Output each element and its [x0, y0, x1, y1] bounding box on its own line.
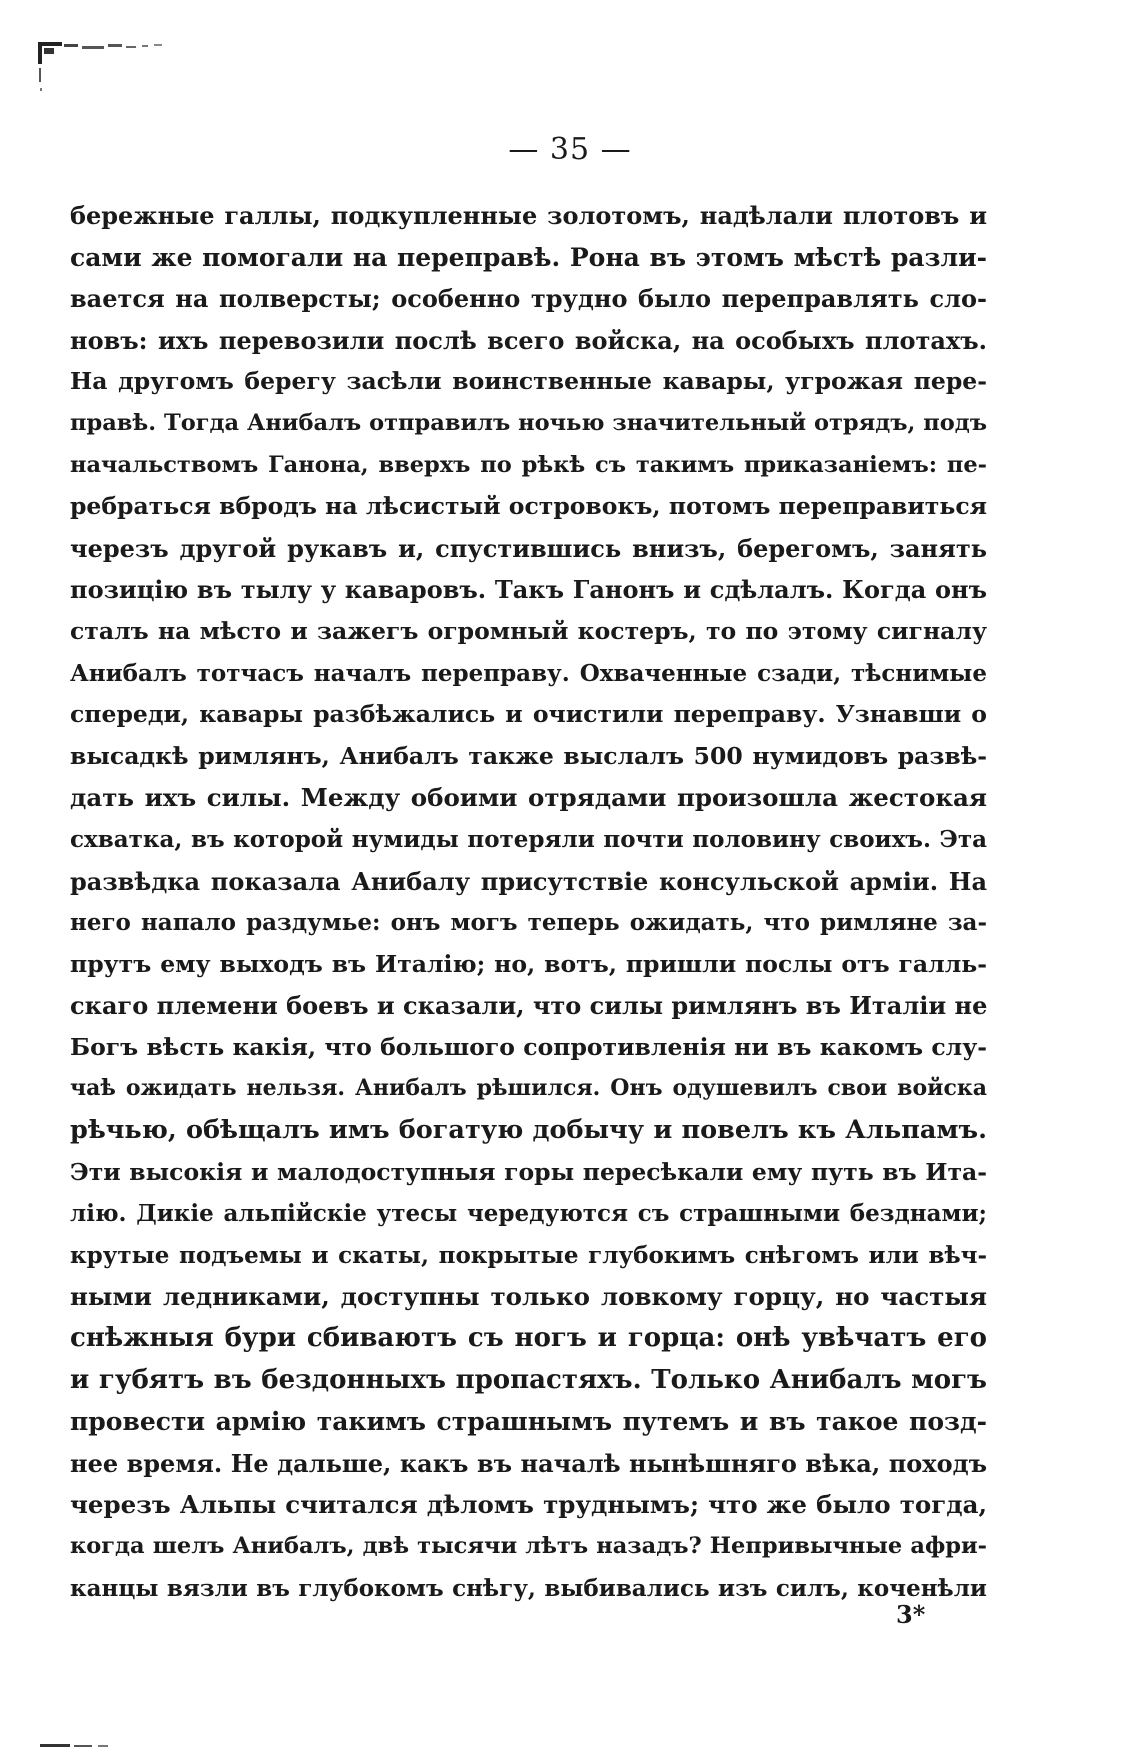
text-line: когда шелъ Анибалъ, двѣ тысячи лѣтъ назадъ? Непривычные афри- — [70, 1533, 987, 1559]
page-number: — 35 — — [508, 132, 632, 167]
text-line: черезъ Альпы считался дѣломъ труднымъ; что же было тогда, — [70, 1490, 987, 1520]
scan-artifact-mark — [40, 1738, 170, 1752]
text-line: схватка, въ которой нумиды потеряли почти половину своихъ. Эта — [70, 825, 987, 853]
text-line: бережные галлы, подкупленные золотомъ, надѣлали плотовъ и — [70, 201, 987, 230]
text-line: чаѣ ожидать нельзя. Анибалъ рѣшился. Онъ одушевилъ свои войска — [70, 1075, 987, 1102]
text-line: сталъ на мѣсто и зажегъ огромный костеръ, то по этому сигналу — [70, 616, 987, 645]
text-line: спереди, кавары разбѣжались и очистили переправу. Узнавши о — [70, 700, 987, 729]
text-line: и губятъ въ бездонныхъ пропастяхъ. Только Анибалъ могъ — [70, 1364, 987, 1395]
text-line: На другомъ берегу засѣли воинственные кавары, угрожая пере- — [70, 367, 987, 396]
text-line: начальствомъ Ганона, вверхъ по рѣкѣ съ такимъ приказаніемъ: пе- — [70, 451, 987, 478]
text-line: высадкѣ римлянъ, Анибалъ также выслалъ 500 нумидовъ развѣ- — [70, 741, 987, 770]
text-line: провести армію такимъ страшнымъ путемъ и въ такое позд- — [70, 1407, 987, 1437]
text-line: позицію въ тылу у каваровъ. Такъ Ганонъ и сдѣлалъ. Когда онъ — [70, 575, 987, 605]
text-line: канцы вязли въ глубокомъ снѣгу, выбивались изъ силъ, коченѣли — [70, 1574, 987, 1602]
scan-artifact-mark — [38, 36, 188, 106]
text-line: Эти высокія и малодоступныя горы пересѣкали ему путь въ Ита- — [70, 1157, 987, 1186]
text-line: черезъ другой рукавъ и, спустившись внизъ, берегомъ, занять — [70, 533, 987, 563]
text-line: нее время. Не дальше, какъ въ началѣ нынѣшняго вѣка, походъ — [70, 1448, 987, 1478]
signature-mark: 3* — [896, 1600, 926, 1629]
text-line: рѣчью, обѣщалъ имъ богатую добычу и повелъ къ Альпамъ. — [70, 1115, 987, 1146]
text-line: лію. Дикіе альпійскіе утесы чередуются съ страшными безднами; — [70, 1200, 987, 1228]
text-line: скаго племени боевъ и сказали, что силы римлянъ въ Италіи не — [70, 991, 988, 1021]
text-line: ребраться вбродъ на лѣсистый островокъ, потомъ переправиться — [70, 492, 987, 521]
text-line: вается на полверсты; особенно трудно было переправлять сло- — [70, 284, 987, 314]
body-text — [70, 195, 987, 1609]
text-line: него напало раздумье: онъ могъ теперь ожидать, что римляне за- — [70, 909, 987, 937]
text-line: Анибалъ тотчасъ началъ переправу. Охваченные сзади, тѣснимые — [70, 659, 987, 687]
text-line: снѣжныя бури сбиваютъ съ ногъ и горца: онѣ увѣчатъ его — [70, 1323, 987, 1354]
text-line: дать ихъ силы. Между обоими отрядами произошла жестокая — [70, 783, 987, 813]
text-line: сами же помогали на переправѣ. Рона въ этомъ мѣстѣ разли- — [70, 242, 987, 272]
text-line: новъ: ихъ перевозили послѣ всего войска, на особыхъ плотахъ. — [70, 325, 987, 355]
text-line: крутые подъемы и скаты, покрытые глубокимъ снѣгомъ или вѣч- — [70, 1241, 987, 1269]
text-line: Богъ вѣсть какія, что большого сопротивленія ни въ какомъ слу- — [70, 1032, 987, 1061]
text-line: прутъ ему выходъ въ Италію; но, вотъ, пришли послы отъ галль- — [70, 949, 987, 978]
text-line: развѣдка показала Анибалу присутствіе консульской арміи. На — [70, 866, 987, 896]
text-line: ными ледниками, доступны только ловкому горцу, но частыя — [70, 1282, 987, 1312]
text-line: правѣ. Тогда Анибалъ отправилъ ночью значительный отрядъ, подъ — [70, 409, 987, 436]
